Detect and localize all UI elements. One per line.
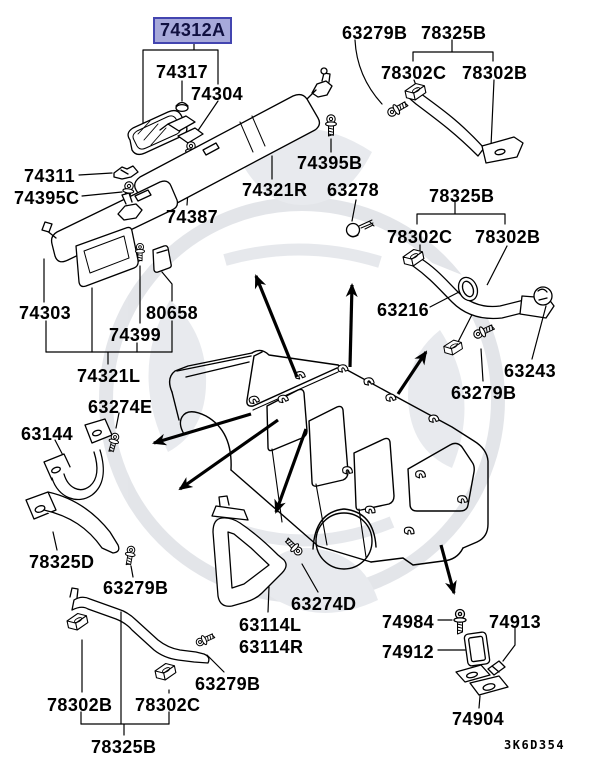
part-label-78325b[interactable]: 78325B <box>91 737 157 757</box>
part-label-63144[interactable]: 63144 <box>21 424 74 444</box>
part-label-74399[interactable]: 74399 <box>109 325 162 345</box>
diagram-code: 3K6D354 <box>504 738 566 752</box>
part-label-74395b[interactable]: 74395B <box>297 153 363 173</box>
part-label-74321l[interactable]: 74321L <box>77 366 141 386</box>
part-label-74312a-selected[interactable]: 74312A <box>153 17 232 44</box>
part-label-74303[interactable]: 74303 <box>19 303 72 323</box>
part-label-74387[interactable]: 74387 <box>166 207 219 227</box>
part-label-78325d[interactable]: 78325D <box>29 552 95 572</box>
part-label-78302b[interactable]: 78302B <box>475 227 541 247</box>
part-label-74311[interactable]: 74311 <box>24 166 76 186</box>
part-label-74317[interactable]: 74317 <box>156 62 209 82</box>
part-label-63216[interactable]: 63216 <box>377 300 430 320</box>
part-label-78302b[interactable]: 78302B <box>47 695 113 715</box>
part-label-63279b[interactable]: 63279B <box>103 578 169 598</box>
part-label-80658[interactable]: 80658 <box>146 303 199 323</box>
part-label-63279b[interactable]: 63279B <box>342 23 408 43</box>
part-label-78325b[interactable]: 78325B <box>429 186 495 206</box>
part-label-63279b[interactable]: 63279B <box>451 383 517 403</box>
part-label-63114r[interactable]: 63114R <box>239 637 304 657</box>
part-label-63243[interactable]: 63243 <box>504 361 557 381</box>
part-label-78325b[interactable]: 78325B <box>421 23 487 43</box>
part-label-63274e[interactable]: 63274E <box>88 397 153 417</box>
part-label-74395c[interactable]: 74395C <box>14 188 80 208</box>
part-label-63279b[interactable]: 63279B <box>195 674 261 694</box>
part-label-78302c[interactable]: 78302C <box>135 695 201 715</box>
part-label-74321r[interactable]: 74321R <box>242 180 308 200</box>
part-label-74904[interactable]: 74904 <box>452 709 505 729</box>
part-label-78302c[interactable]: 78302C <box>387 227 453 247</box>
part-label-74304[interactable]: 74304 <box>191 84 244 104</box>
part-label-63274d[interactable]: 63274D <box>291 594 357 614</box>
part-label-78302b[interactable]: 78302B <box>462 63 528 83</box>
part-label-74984[interactable]: 74984 <box>382 612 435 632</box>
part-label-74912[interactable]: 74912 <box>382 642 435 662</box>
part-label-63114l[interactable]: 63114L <box>239 615 302 635</box>
part-label-78302c[interactable]: 78302C <box>381 63 447 83</box>
part-label-74913[interactable]: 74913 <box>489 612 542 632</box>
part-label-63278[interactable]: 63278 <box>327 180 380 200</box>
